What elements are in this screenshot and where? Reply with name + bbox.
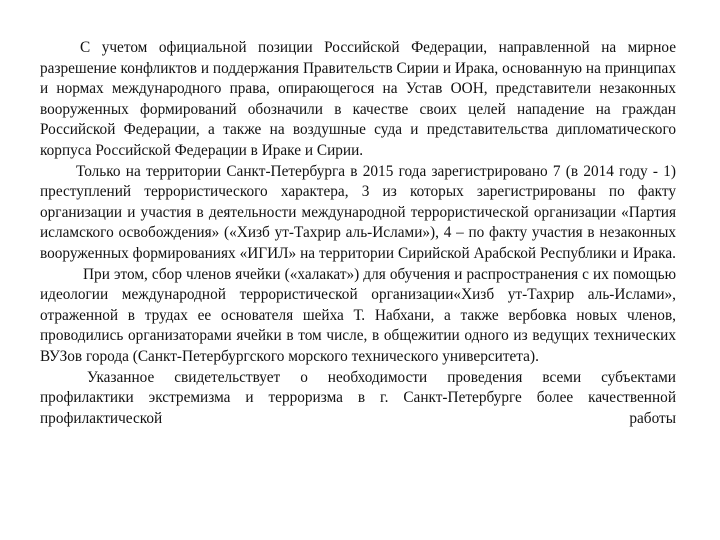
paragraph-2: Только на территории Санкт-Петербурга в 2015 года зарегистрировано 7 (в 2014 году - 1) преступлений террористического характера, 3 из которых зарегистрированы по факту организации и участия в деятельности международной террористической организации «Партия исламского освобождения» («Хизб ут-Тахрир аль-Ислами»), 4 – по факту участия в незаконных вооруженных формированиях «ИГИЛ» на территории Сирийской Арабской Республики и Ирака.: [40, 162, 676, 262]
paragraph-1: С учетом официальной позиции Российской Федерации, направленной на мирное разрешение конфликтов и поддержания Правительств Сирии и Ирака, основанную на принципах и нормах международного права, опирающегося на Устав ООН, представители незаконных вооруженных формирований обозначили в качестве своих целей нападение на граждан Российской Федерации, а также на воздушные суда и представительства дипломатического корпуса Российской Федерации в Ираке и Сирии.: [40, 39, 676, 159]
document-page: [40, 38, 676, 429]
paragraph-4: Указанное свидетельствует о необходимости проведения всеми субъектами профилактики экстремизма и терроризма в г. Санкт-Петербурге более качественной профилактической работы: [40, 368, 676, 427]
paragraph-3: При этом, сбор членов ячейки («халакат») для обучения и распространения с их помощью идеологии международной террористической организации«Хизб ут-Тахрир аль-Ислами», отраженной в трудах ее основателя шейха Т. Набхани, а также вербовка новых членов, проводились организаторами ячейки в том числе, в общежитии одного из ведущих технических ВУЗов города (Санкт-Петербургского морского технического университета).: [40, 265, 676, 365]
